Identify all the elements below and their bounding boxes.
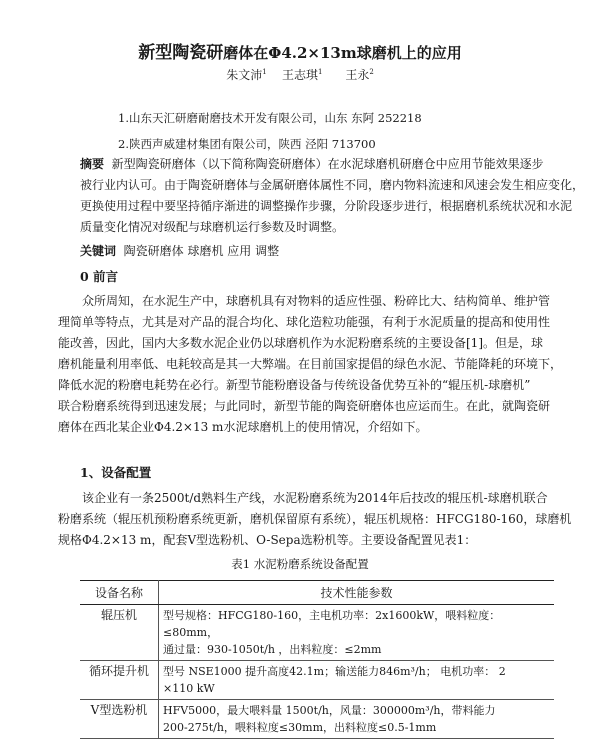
body-line: 粉磨系统（辊压机预粉磨系统更新，磨机保留原有系统），辊压机规格：HFCG180-160，球磨机: [58, 512, 572, 526]
title-rest: 磨体在Φ4.2×13m球磨机上的应用: [223, 44, 462, 62]
param-line: 通过量：930-1050t/h ，出料粒度：≤2mm: [163, 643, 382, 656]
author-affil-mark: 1: [317, 68, 323, 76]
param-line: ×110 kW: [163, 682, 215, 695]
body-line: 能改善，因此，国内大多数水泥企业仍以球磨机作为水泥粉磨系统的主要设备[1]。但是，球: [58, 336, 544, 350]
body-line: 磨机能量利用率低、电耗较高是其一大弊端。在目前国家提倡的绿色水泥、节能降耗的环境下，: [58, 357, 563, 371]
equipment-params: [159, 605, 555, 661]
equipment-params: [159, 661, 555, 700]
body-line: 该企业有一条2500t/d熟料生产线，水泥粉磨系统为2014年后技改的辊压机-球磨机联合: [82, 491, 548, 505]
author-affil-mark: 2: [369, 68, 374, 76]
table-caption: 表1 水泥粉磨系统设备配置: [231, 557, 369, 571]
table-header-row: [80, 581, 554, 605]
section-0-body: [58, 291, 562, 438]
table-row: [80, 605, 554, 661]
column-header: 技术性能参数: [159, 581, 555, 605]
section-heading-1: 1、设备配置: [80, 465, 152, 480]
param-line: 型号 NSE1000 提升高度42.1m；输送能力846m³/h； 电机功率： 2: [163, 665, 506, 678]
table-row: [80, 661, 554, 700]
paper-title: [0, 38, 600, 63]
abstract-line: 质量变化情况对级配与球磨机运行参数及时调整。: [80, 220, 345, 234]
equipment-name: V型选粉机: [80, 700, 159, 739]
keywords-text: 陶瓷研磨体 球磨机 应用 调整: [123, 244, 280, 258]
section-heading-0: 0 前言: [80, 269, 119, 284]
body-line: 降低水泥的粉磨电耗势在必行。新型节能粉磨设备与传统设备优势互补的“辊压机-球磨机”: [58, 378, 531, 392]
body-line: 磨体在西北某企业Φ4.2×13 m水泥球磨机上的使用情况，介绍如下。: [58, 420, 428, 434]
body-line: 众所周知，在水泥生产中，球磨机具有对物料的适应性强、粉碎比大、结构简单、维护管: [82, 294, 551, 308]
author-affil-mark: 1: [262, 68, 267, 76]
title-lead: 新型陶瓷研: [138, 43, 224, 63]
param-line: HFV5000，最大喂料量 1500t/h，风量：300000m³/h，带料能力: [163, 704, 496, 717]
keywords: [80, 241, 279, 262]
author-name: 王志琪: [281, 68, 318, 82]
abstract: [80, 154, 584, 238]
body-line: 规格Φ4.2×13 m，配套V型选粉机、O-Sepa选粉机等。主要设备配置见表1：: [58, 533, 477, 547]
equipment-name: 辊压机: [80, 605, 159, 661]
section-1-body: [58, 488, 571, 551]
author-name: 朱文沛: [226, 68, 263, 82]
column-header: 设备名称: [80, 581, 159, 605]
equipment-name: 循环提升机: [80, 661, 159, 700]
param-line: 200-275t/h，喂料粒度≤30mm，出料粒度≤0.5-1mm: [163, 721, 437, 734]
body-line: 联合粉磨系统得到迅速发展；与此同时，新型节能的陶瓷研磨体也应运而生。在此，就陶瓷研: [58, 399, 551, 413]
abstract-label: 摘要: [80, 157, 105, 171]
abstract-line: 被行业内认可。由于陶瓷研磨体与金属研磨体属性不同，磨内物料流速和风速会发生相应变化，: [80, 178, 585, 192]
author-line: [0, 66, 600, 83]
equipment-table: [80, 580, 554, 739]
body-line: 理简单等特点，尤其是对产品的混合均化、球化造粒功能强，有利于水泥质量的提高和使用性: [58, 315, 551, 329]
author-name: 王永: [345, 68, 370, 82]
affiliation-1: 1.山东天汇研磨耐磨技术开发有限公司，山东 东阿 252218: [118, 111, 422, 125]
abstract-line: 新型陶瓷研磨体（以下简称陶瓷研磨体）在水泥球磨机研磨仓中应用节能效果逐步: [111, 157, 544, 171]
abstract-line: 更换使用过程中要坚持循序渐进的调整操作步骤，分阶段逐步进行，根据磨机系统状况和水泥: [80, 199, 573, 213]
affiliation-2: 2.陕西声威建材集团有限公司，陕西 泾阳 713700: [118, 137, 376, 151]
keywords-label: 关键词: [80, 244, 117, 258]
param-line: 型号规格：HFCG180-160，主电机功率：2x1600kW，喂料粒度：≤80mm，: [163, 609, 501, 639]
